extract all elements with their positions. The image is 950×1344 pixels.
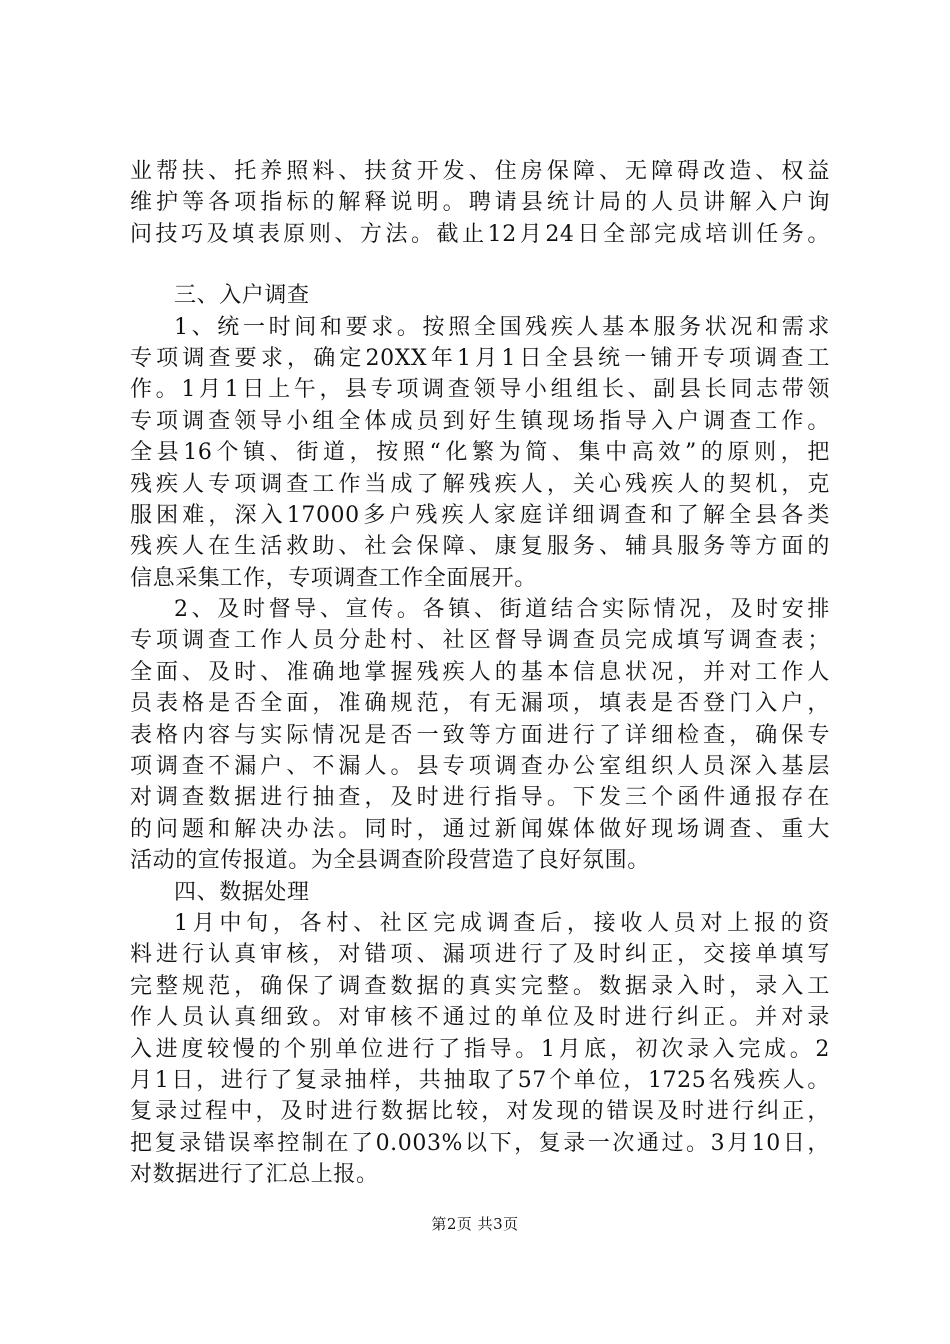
text-line: 残疾人专项调查工作当成了解残疾人，关心残疾人的契机，克 — [130, 471, 830, 497]
document-body — [130, 156, 830, 1191]
text-line: 月1日，进行了复录抽样，共抽取了57个单位，1725名残疾人。 — [130, 1067, 830, 1093]
text-line: 的问题和解决办法。同时，通过新闻媒体做好现场调查、重大 — [130, 816, 830, 842]
text-line: 复录过程中，及时进行数据比较，对发现的错误及时进行纠正， — [130, 1099, 830, 1125]
paragraph-unified-time — [130, 312, 830, 595]
text-line: 活动的宣传报道。为全县调查阶段营造了良好氛围。 — [130, 848, 650, 874]
text-line: 专项调查工作人员分赴村、社区督导调查员完成填写调查表； — [130, 628, 830, 654]
paragraph-supervision — [130, 594, 830, 877]
text-line: 1、统一时间和要求。按照全国残疾人基本服务状况和需求 — [174, 314, 830, 340]
text-line: 残疾人在生活救助、社会保障、康复服务、辅具服务等方面的 — [130, 534, 830, 560]
text-line: 专项调查领导小组全体成员到好生镇现场指导入户调查工作。 — [130, 408, 830, 434]
text-line: 服困难，深入17000多户残疾人家庭详细调查和了解全县各类 — [130, 502, 830, 528]
text-line: 信息采集工作，专项调查工作全面展开。 — [130, 565, 537, 591]
text-line: 维护等各项指标的解释说明。聘请县统计局的人员讲解入户询 — [130, 190, 830, 216]
paragraph-training — [130, 156, 830, 250]
page-number-footer: 第2页 共3页 — [431, 1215, 519, 1233]
text-line: 1月中旬，各村、社区完成调查后，接收人员对上报的资 — [174, 910, 830, 936]
text-line: 作。1月1日上午，县专项调查领导小组组长、副县长同志带领 — [130, 377, 830, 403]
text-line: 问技巧及填表原则、方法。截止12月24日全部完成培训任务。 — [130, 221, 830, 247]
text-line: 全县16个镇、街道，按照“化繁为简、集中高效”的原则，把 — [130, 440, 830, 466]
text-line: 专项调查要求，确定20XX年1月1日全县统一铺开专项调查工 — [130, 345, 830, 371]
section-heading-data-processing: 四、数据处理 — [174, 879, 310, 905]
text-line: 员表格是否全面，准确规范，有无漏项，填表是否登门入户， — [130, 691, 830, 717]
text-line: 表格内容与实际情况是否一致等方面进行了详细检查，确保专 — [130, 722, 830, 748]
section-heading-household-survey: 三、入户调查 — [174, 283, 310, 309]
paragraph-gap — [130, 250, 830, 280]
text-line: 全面、及时、准确地掌握残疾人的基本信息状况，并对工作人 — [130, 659, 830, 685]
text-line: 料进行认真审核，对错项、漏项进行了及时纠正，交接单填写 — [130, 942, 830, 968]
text-line: 2、及时督导、宣传。各镇、街道结合实际情况，及时安排 — [174, 597, 830, 623]
text-line: 业帮扶、托养照料、扶贫开发、住房保障、无障碍改造、权益 — [130, 159, 830, 184]
text-line: 完整规范，确保了调查数据的真实完整。数据录入时，录入工 — [130, 973, 830, 999]
text-line: 对数据进行了汇总上报。 — [130, 1162, 379, 1188]
text-line: 项调查不漏户、不漏人。县专项调查办公室组织人员深入基层 — [130, 754, 830, 780]
text-line: 作人员认真细致。对审核不通过的单位及时进行纠正。并对录 — [130, 1005, 830, 1031]
text-line: 入进度较慢的个别单位进行了指导。1月底，初次录入完成。2 — [130, 1036, 830, 1062]
text-line: 对调查数据进行抽查，及时进行指导。下发三个函件通报存在 — [130, 785, 830, 811]
text-line: 把复录错误率控制在了0.003%以下，复录一次通过。3月10日， — [130, 1130, 830, 1156]
paragraph-data-processing — [130, 908, 830, 1191]
